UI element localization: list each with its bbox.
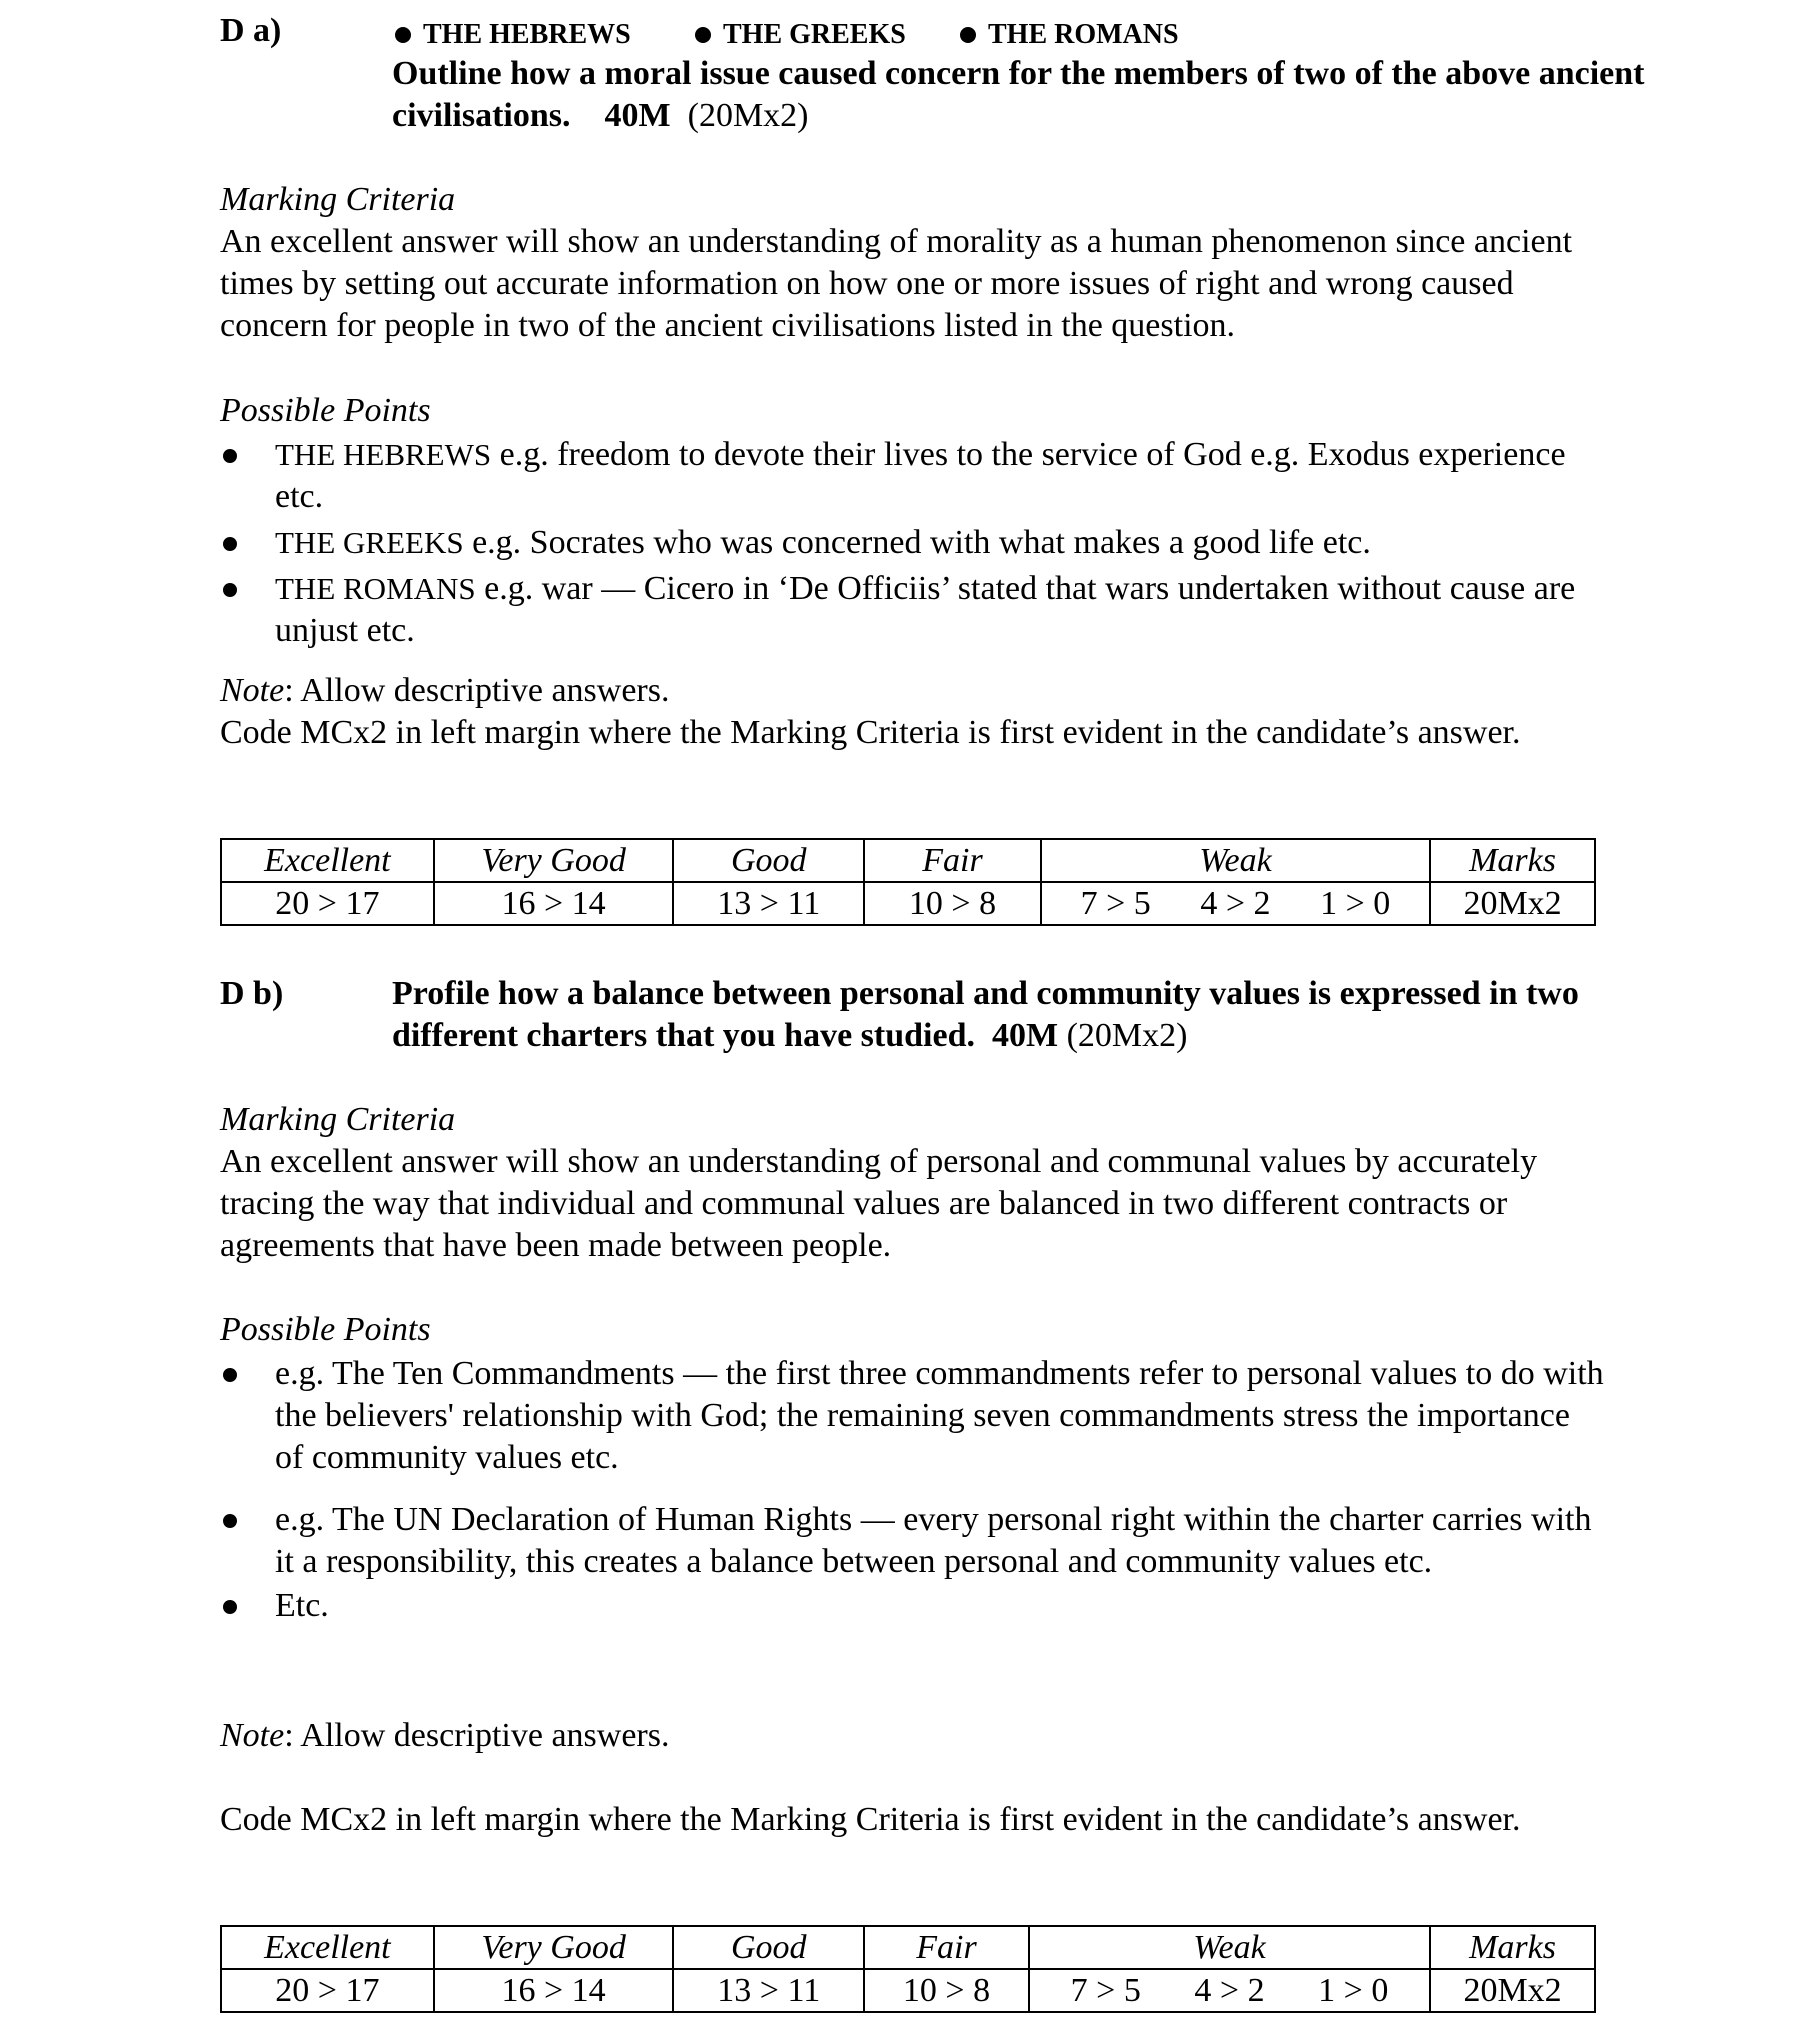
bullet-icon <box>395 27 411 43</box>
table-row <box>221 882 1595 925</box>
table-header-cell: Excellent <box>221 1926 434 1969</box>
list-item: e.g. The UN Declaration of Human Rights — every personal right within the charter carries with it a responsibility, this creates a balance between personal and community values etc. <box>220 1499 1605 1583</box>
bullet-icon <box>223 449 237 463</box>
grade-table-a <box>220 838 1596 926</box>
table-header-row <box>221 839 1595 882</box>
table-header-cell: Good <box>673 1926 864 1969</box>
section-b-criteria-heading: Marking Criteria <box>220 1101 456 1138</box>
table-header-cell: Very Good <box>434 839 674 882</box>
table-cell: 16 > 14 <box>434 1969 674 2012</box>
table-header-cell: Very Good <box>434 1926 674 1969</box>
table-header-cell: Good <box>673 839 864 882</box>
bullet-icon <box>223 1600 237 1614</box>
section-b-criteria-text: An excellent answer will show an understanding of personal and communal values by accurately tracing the way that individual and communal values are balanced in two different contracts or agreements that have been made between people. <box>220 1143 1538 1264</box>
section-a-label: D a) <box>220 12 282 49</box>
list-item: Etc. <box>220 1585 1605 1627</box>
table-header-cell: Fair <box>864 1926 1029 1969</box>
section-a-code-text: Code MCx2 in left margin where the Marking Criteria is first evident in the candidate’s answer. <box>220 714 1521 751</box>
table-header-cell: Weak <box>1029 1926 1430 1969</box>
section-a-question: Outline how a moral issue caused concern for the members of two of the above ancient civilisations. 40M (20Mx2) <box>392 55 1645 134</box>
list-item: THE GREEKS e.g. Socrates who was concerned with what makes a good life etc. <box>220 522 1615 564</box>
table-cell: 20 > 17 <box>221 882 434 925</box>
list-item: THE ROMANS e.g. war — Cicero in ‘De Officiis’ stated that wars undertaken without cause are unjust etc. <box>220 568 1615 652</box>
table-header-cell: Excellent <box>221 839 434 882</box>
table-cell: 16 > 14 <box>434 882 674 925</box>
table-header-row <box>221 1926 1595 1969</box>
section-a-note: Note: Allow descriptive answers. <box>220 672 670 709</box>
table-header-cell: Weak <box>1041 839 1430 882</box>
bullet-icon <box>960 27 976 43</box>
section-b-note: Note: Allow descriptive answers. <box>220 1717 670 1754</box>
civ-item: THE HEBREWS <box>395 14 695 56</box>
section-a-criteria-heading: Marking Criteria <box>220 181 456 218</box>
civ-item: THE GREEKS <box>695 14 960 56</box>
table-header-cell: Marks <box>1430 1926 1595 1969</box>
table-cell: 20 > 17 <box>221 1969 434 2012</box>
table-cell: 13 > 11 <box>673 1969 864 2012</box>
civ-item: THE ROMANS <box>960 14 1179 56</box>
section-b-points-heading: Possible Points <box>220 1311 431 1348</box>
list-item: THE HEBREWS e.g. freedom to devote their lives to the service of God e.g. Exodus experience etc. <box>220 434 1615 518</box>
section-b-label: D b) <box>220 975 284 1012</box>
table-cell: 7 > 5 4 > 2 1 > 0 <box>1041 882 1430 925</box>
grade-table-b <box>220 1925 1596 2013</box>
table-cell: 20Mx2 <box>1430 1969 1595 2012</box>
table-header-cell: Marks <box>1430 839 1595 882</box>
bullet-icon <box>223 1514 237 1528</box>
table-cell: 7 > 5 4 > 2 1 > 0 <box>1029 1969 1430 2012</box>
bullet-icon <box>695 27 711 43</box>
section-b-question: Profile how a balance between personal and community values is expressed in two different charters that you have studied. 40M (20Mx2) <box>392 975 1579 1054</box>
section-b-code-text: Code MCx2 in left margin where the Marking Criteria is first evident in the candidate’s answer. <box>220 1801 1521 1838</box>
section-a-points-heading: Possible Points <box>220 392 431 429</box>
table-header-cell: Fair <box>864 839 1041 882</box>
table-row <box>221 1969 1595 2012</box>
bullet-icon <box>223 537 237 551</box>
table-cell: 13 > 11 <box>673 882 864 925</box>
table-cell: 20Mx2 <box>1430 882 1595 925</box>
section-a-criteria-text: An excellent answer will show an understanding of morality as a human phenomenon since ancient times by setting out accurate information on how one or more issues of right and wrong caused concern for people in two of the ancient civilisations listed in the question. <box>220 223 1573 344</box>
section-b-points <box>220 1353 1605 1627</box>
civilisation-list <box>395 14 1179 56</box>
bullet-icon <box>223 1368 237 1382</box>
list-item: e.g. The Ten Commandments — the first three commandments refer to personal values to do with the believers' relationship with God; the remaining seven commandments stress the importance of community values etc. <box>220 1353 1605 1479</box>
section-a-points <box>220 434 1615 652</box>
table-cell: 10 > 8 <box>864 1969 1029 2012</box>
table-cell: 10 > 8 <box>864 882 1041 925</box>
bullet-icon <box>223 583 237 597</box>
